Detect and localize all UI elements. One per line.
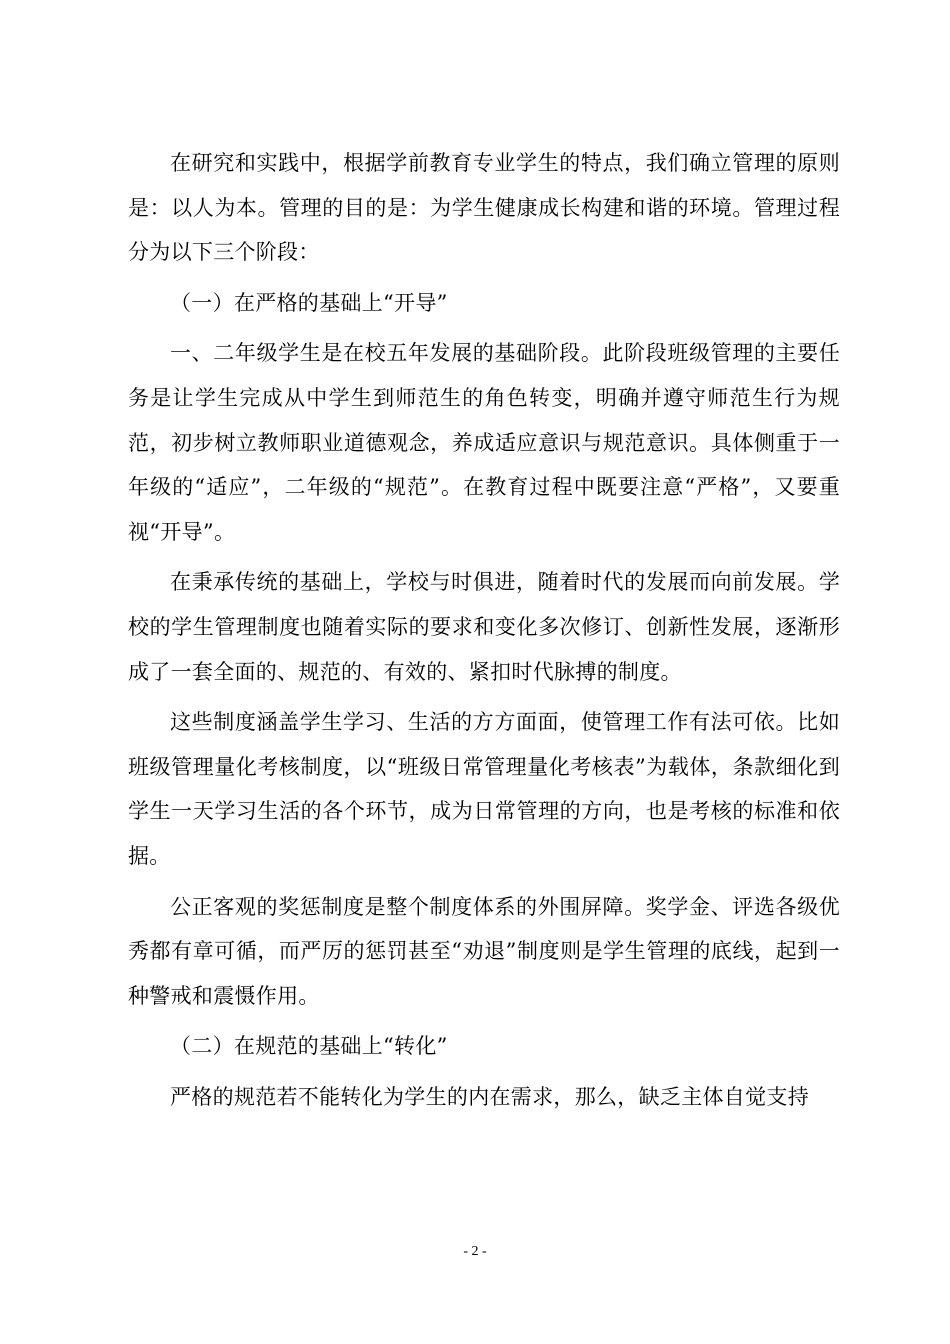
paragraph-tradition: 在秉承传统的基础上，学校与时俱进，随着时代的发展而向前发展。学校的学生管理制度也随着实际的要求和变化多次修订、创新性发展，逐渐形成了一套全面的、规范的、有效的、紧扣时代脉搏的制度。 — [128, 570, 840, 684]
document-body — [128, 141, 840, 1125]
section-heading-2: （二）在规范的基础上“转化” — [170, 1034, 448, 1059]
paragraph-intro: 在研究和实践中，根据学前教育专业学生的特点，我们确立管理的原则是：以人为本。管理的目的是：为学生健康成长构建和谐的环境。管理过程分为以下三个阶段： — [128, 151, 840, 265]
paragraph-transformation: 严格的规范若不能转化为学生的内在需求，那么，缺乏主体自觉支持 — [170, 1084, 809, 1109]
paragraph-rewards: 公正客观的奖惩制度是整个制度体系的外围屏障。奖学金、评选各级优秀都有章可循，而严厉的惩罚甚至“劝退”制度则是学生管理的底线，起到一种警戒和震慑作用。 — [128, 894, 840, 1008]
section-heading-1: （一）在严格的基础上“开导” — [170, 290, 448, 315]
paragraph-regulations: 这些制度涵盖学生学习、生活的方方面面，使管理工作有法可依。比如班级管理量化考核制度，以“班级日常管理量化考核表”为载体，条款细化到学生一天学习生活的各个环节，成为日常管理的方向，也是考核的标准和依据。 — [128, 710, 840, 868]
page-number: - 2 - — [463, 1244, 487, 1259]
paragraph-stage-1: 一、二年级学生是在校五年发展的基础阶段。此阶段班级管理的主要任务是让学生完成从中学生到师范生的角色转变，明确并遵守师范生行为规范，初步树立教师职业道德观念，养成适应意识与规范意识。具体侧重于一年级的“适应”，二年级的“规范”。在教育过程中既要注意“严格”，又要重视“开导”。 — [128, 341, 840, 544]
